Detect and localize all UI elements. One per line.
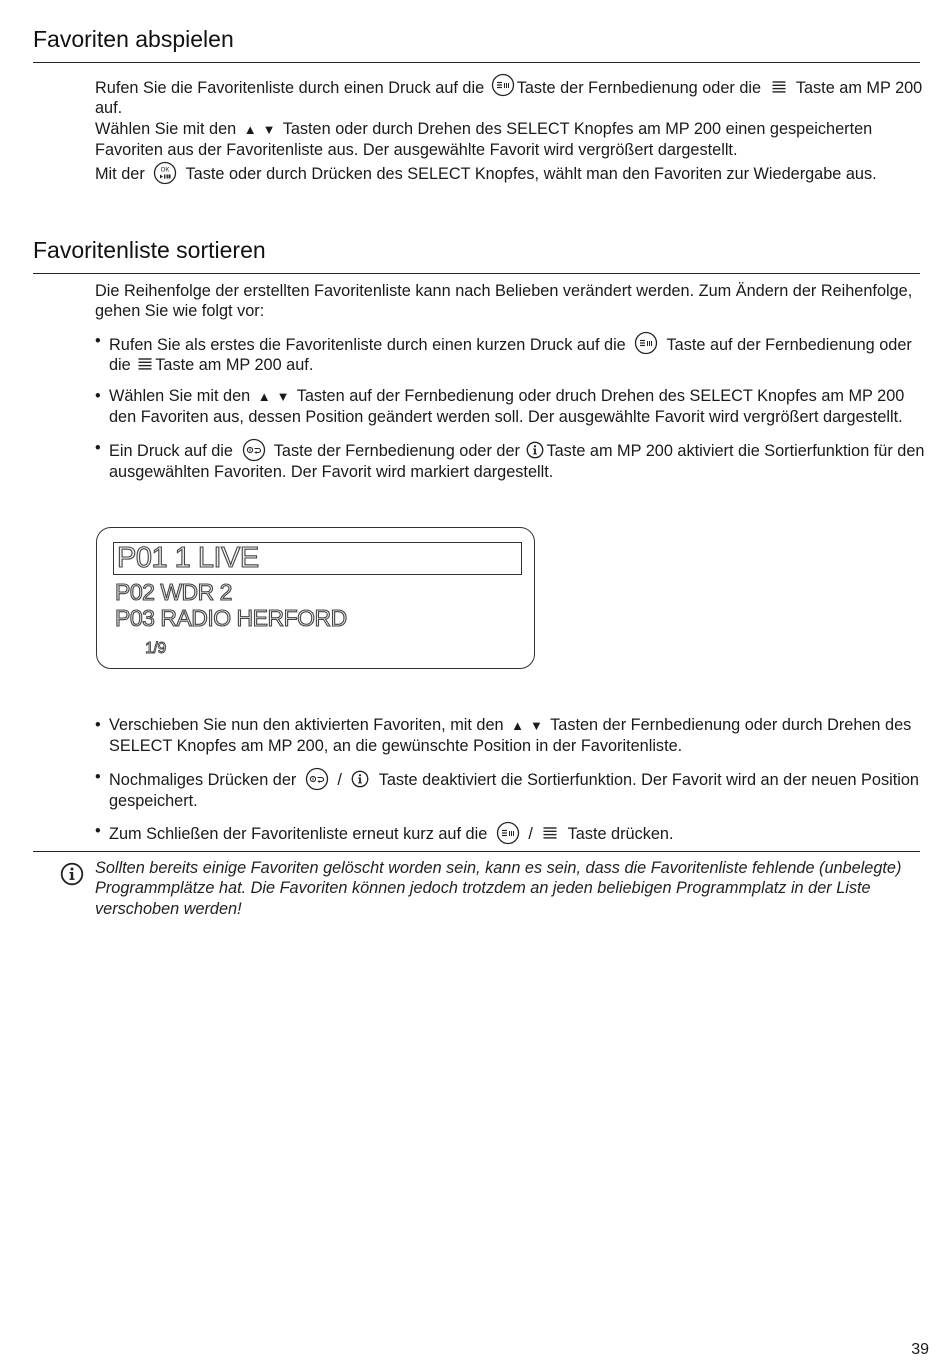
sort-steps-list-continued [95, 715, 925, 855]
menu-remote-icon [491, 73, 515, 97]
list-item: • Verschieben Sie nun den aktivierten Favoriten, mit den ▲ ▼ Tasten der Fernbedienung oder durch Drehen des SELECT Knopfes am MP 200, an die gewünschte Position in der Favoritenliste. [95, 715, 925, 757]
lcd-line-2: P02 WDR 2 [115, 579, 232, 605]
sort-steps-list [95, 331, 925, 492]
menu-remote-icon [496, 821, 520, 845]
lcd-display [96, 527, 535, 669]
list-icon [542, 825, 558, 841]
up-triangle-icon: ▲ [243, 121, 257, 137]
list-item: • Rufen Sie als erstes die Favoritenliste durch einen kurzen Druck auf die Taste auf der Fernbedienung oder die Taste am MP 200 auf. [95, 331, 925, 376]
section-divider [33, 273, 920, 274]
play-paragraph-1: Rufen Sie die Favoritenliste durch einen Druck auf die Taste der Fernbedienung oder die Taste am MP 200 auf. [95, 73, 925, 119]
list-item: • Zum Schließen der Favoritenliste erneut kurz auf die / Taste drücken. [95, 821, 925, 845]
down-triangle-icon: ▼ [530, 718, 543, 733]
page-number: 39 [911, 1341, 929, 1358]
note-text: Sollten bereits einige Favoriten gelöscht worden sein, kann es sein, dass die Favoritenliste fehlende (unbelegte) Programmplätze hat. Die Favoriten können jedoch trotzdem an jeden beliebigen Programmplatz in der Liste verschoben werden! [95, 859, 902, 918]
up-triangle-icon: ▲ [257, 388, 271, 404]
info-icon [351, 770, 369, 788]
sort-intro: Die Reihenfolge der erstellten Favoritenliste kann nach Belieben verändert werden. Zum Ändern der Reihenfolge, gehen Sie wie folgt vor: [95, 282, 913, 321]
list-icon [137, 356, 153, 372]
info-icon [60, 862, 84, 886]
menu-remote-icon [634, 331, 658, 355]
play-paragraph-2: Wählen Sie mit den ▲ ▼ Tasten oder durch Drehen des SELECT Knopfes am MP 200 einen gespeicherten Favoriten aus der Favoritenliste aus. Der ausgewählte Favorit wird vergrößert dargestellt. [95, 119, 873, 160]
section-title-sort: Favoritenliste sortieren [33, 237, 266, 263]
down-triangle-icon: ▼ [262, 121, 276, 137]
section-title-play: Favoriten abspielen [33, 26, 234, 52]
list-item: • Ein Druck auf die Taste der Fernbedienung oder der Taste am MP 200 aktiviert die Sortierfunktion für den ausgewählten Favoriten. Der Favorit wird markiert dargestellt. [95, 438, 925, 482]
ok-play-icon [153, 161, 177, 185]
play-instructions [95, 73, 925, 185]
note-divider [33, 851, 920, 852]
list-icon [771, 79, 787, 95]
play-paragraph-3: Mit der Taste oder durch Drücken des SELECT Knopfes, wählt man den Favoriten zur Wiedergabe aus. [95, 161, 925, 185]
list-item: • Nochmaliges Drücken der / Taste deaktiviert die Sortierfunktion. Der Favorit wird an der neuen Position gespeichert. [95, 767, 925, 811]
lcd-line-3: P03 RADIO HERFORD [115, 605, 347, 631]
down-triangle-icon: ▼ [276, 388, 290, 404]
up-triangle-icon: ▲ [511, 718, 525, 733]
lcd-line-1: P01 1 LIVE [117, 542, 259, 574]
section-divider [33, 62, 920, 63]
info-icon [526, 441, 544, 459]
list-item: • Wählen Sie mit den ▲ ▼ Tasten auf der Fernbedienung oder druch Drehen des SELECT Knopfes am MP 200 den Favoriten aus, dessen Position geändert werden soll. Der ausgewählte Favorit wird vergrößert dargestellt. [95, 386, 925, 428]
lcd-page-indicator: 1/9 [145, 640, 166, 657]
sort-remote-icon [305, 767, 329, 791]
sort-remote-icon [242, 438, 266, 462]
